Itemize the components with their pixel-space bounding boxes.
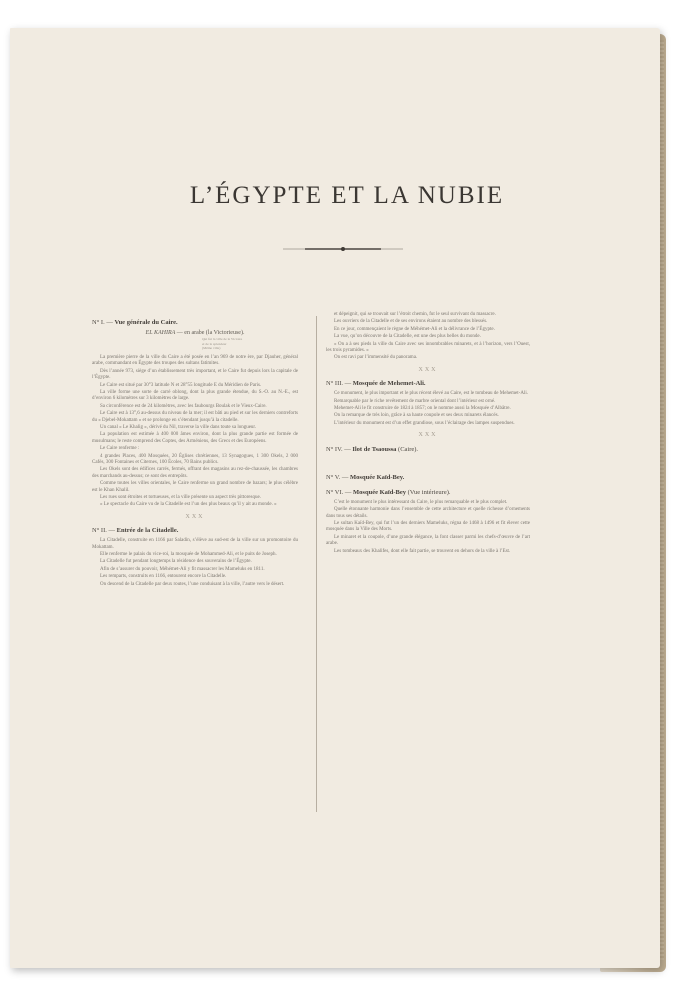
paragraph: Dès l’année 973, siège d’un établissement très important, et le Caire fut depuis lors la capitale de l’Égypte.: [92, 368, 298, 381]
left-column: [92, 312, 298, 589]
section-heading: N° V. — Mosquée Kaïd-Bey.: [326, 473, 405, 481]
paragraph: Le Caire est à 13°,6 au-dessus du niveau de la mer; il est bâti au pied et sur les derniers contreforts du « Djebel-Mokattam » et se prolonge en s’étendant jusqu’à la citadelle.: [92, 411, 298, 423]
right-column: [326, 312, 530, 556]
paragraph: La première pierre de la ville du Caire a été posée en l’an 969 de notre ère, par Djauher, général arabe, commandant en Égypte des troupes des sultans fatimites.: [92, 354, 298, 367]
paragraph: Les tombeaux des Khalifes, dont elle fait partie, se trouvent en dehors de la ville à l’Est.: [334, 548, 511, 554]
paragraph: La Citadelle, construite en 1166 par Saladin, s’élève au sud-est de la ville sur un promontoire du Mokattam.: [92, 538, 298, 550]
paragraph: et dépeignit, qui se trouvait sur l’étroit chemin, fut le seul survivant du massacre.: [334, 312, 496, 317]
paragraph: Remarquable par le riche revêtement de marbre oriental dont l’intérieur est orné.: [334, 398, 496, 404]
paragraph: La vue, qu’on découvre de la Citadelle, est une des plus belles du monde.: [334, 334, 481, 340]
paragraph: On la remarque de très loin, grâce à sa haute coupole et ses deux minarets élancés.: [334, 413, 499, 419]
paragraph: On est ravi par l’immensité du panorama.: [334, 355, 418, 361]
title-ornament: [283, 244, 403, 254]
paragraph: Les ouvriers de la Citadelle et de ses environs étaient au nombre des blessés.: [334, 319, 488, 325]
section-heading: N° II. — Entrée de la Citadelle.: [92, 527, 179, 535]
section-heading: N° IV. — Ilot de Tsaoussa (Caire).: [326, 445, 419, 453]
paragraph: La ville forme une sorte de carré oblong, dont la plus grande étendue, du S.-O. au N.-E., est d’environ 6 kilomètres sur 3 kilomètres de large.: [92, 389, 298, 402]
paragraph: Afin de s’assurer du pouvoir, Méhémet-Ali y fit massacrer les Mameluks en 1811.: [100, 566, 265, 572]
paragraph: On descend de la Citadelle par deux routes, l’une conduisant à la ville, l’autre vers le désert.: [100, 581, 285, 587]
paragraph: Quelle étonnante harmonie dans l’ensemble de cette architecture et quelle richesse d’ornements dans tous ses détails.: [326, 507, 530, 519]
paragraph: « On a à ses pieds la ville du Caire avec ses innombrables minarets, et à l’horizon, vers l’Ouest, les trois pyramides. »: [326, 341, 530, 354]
section-subtitle: EL KAHIRA — en arabe (la Victorieuse).: [145, 330, 245, 336]
paragraph: La population est estimée à 400 000 âmes environ, dont la plus grande partie est formée de musulmans; le reste comprend des Coptes, des Arméniens, des Grecs et des Européens.: [92, 432, 298, 444]
paragraph: Elle renferme le palais du vice-roi, la mosquée de Mohammed-Ali, et le puits de Joseph.: [100, 552, 277, 558]
section-separator: XXX: [185, 513, 205, 520]
page-title: L’ÉGYPTE ET LA NUBIE: [189, 182, 505, 209]
paragraph: « Le spectacle du Caire vu de la Citadelle est l’un des plus beaux qu’il y ait au monde. »: [100, 502, 277, 508]
paragraph: En ce jour, commençaient le règne de Méhémet-Ali et la délivrance de l’Égypte.: [334, 326, 495, 332]
paragraph: 4 grandes Places, 400 Mosquées, 20 Églises chrétiennes, 13 Synagogues, 1 300 Okels, 2 000 Cafés, 300 Fontaines et Citernes, 100 Écoles, 70 Bains publics.: [92, 453, 298, 465]
paragraph: La Citadelle fut pendant longtemps la résidence des souverains de l’Égypte.: [100, 559, 252, 565]
arabic-caption: Qui fut la ville de la Victoire et de la splendeur (Même ville): [202, 337, 243, 351]
paragraph: Les Okels sont des édifices carrés, fermés, offrant des magasins au rez-de-chaussée, les chambres des marchands au-dessus; ce sont des entrepôts.: [92, 467, 298, 479]
paragraph: Le sultan Kaïd-Bey, qui fut l’un des derniers Mameluks, régna de 1468 à 1496 et fit élever cette mosquée dans la Ville des Morts.: [326, 520, 530, 533]
paragraph: Comme toutes les villes orientales, le Caire renferme un grand nombre de bazars; le plus célèbre est le Khan Khalil.: [92, 481, 298, 493]
paragraph: Le minaret et la coupole, d’une grande élégance, la font classer parmi les chefs-d’œuvre de l’art arabe.: [326, 534, 530, 547]
paragraph: Le Caire est situé par 30°3 latitude N et 28°55 longitude E du Méridien de Paris.: [100, 382, 262, 388]
section-heading: N° III. — Mosquée de Mehemet-Ali.: [326, 380, 426, 388]
section-separator: XXX: [418, 366, 438, 373]
paragraph: Les remparts, construits en 1166, entourent encore la Citadelle.: [100, 574, 227, 580]
paragraph: C’est le monument le plus intéressant du Caire, le plus remarquable et le plus complet.: [334, 499, 508, 505]
column-divider: [316, 316, 317, 812]
section-heading: N° I. — Vue générale du Caire.: [92, 319, 178, 326]
paragraph: Mehemet-Ali le fit construire de 1824 à 1857; on le nomme aussi la Mosquée d’Albâtre.: [334, 406, 511, 412]
section-heading: N° VI. — Mosquée Kaïd-Bey (Vue intérieure).: [326, 488, 451, 496]
paragraph: L’intérieur du monument est d’un effet grandiose, sous l’éclairage des lampes suspendues.: [334, 420, 515, 426]
paragraph: Sa circonférence est de 24 kilomètres, avec les faubourgs Boulak et le Vieux-Caire.: [100, 403, 267, 409]
section-separator: XXX: [418, 432, 438, 439]
paragraph: Un canal « Le Khalig », dérivé du Nil, traverse la ville dans toute sa longueur.: [100, 424, 257, 430]
paragraph: Ce monument, le plus important et le plus récent élevé au Caire, est le tombeau de Mehemet-Ali.: [334, 391, 528, 397]
paragraph: Les rues sont étroites et tortueuses, et la ville présente un aspect très pittoresque.: [100, 495, 261, 501]
paragraph: Le Caire renferme :: [100, 446, 140, 452]
